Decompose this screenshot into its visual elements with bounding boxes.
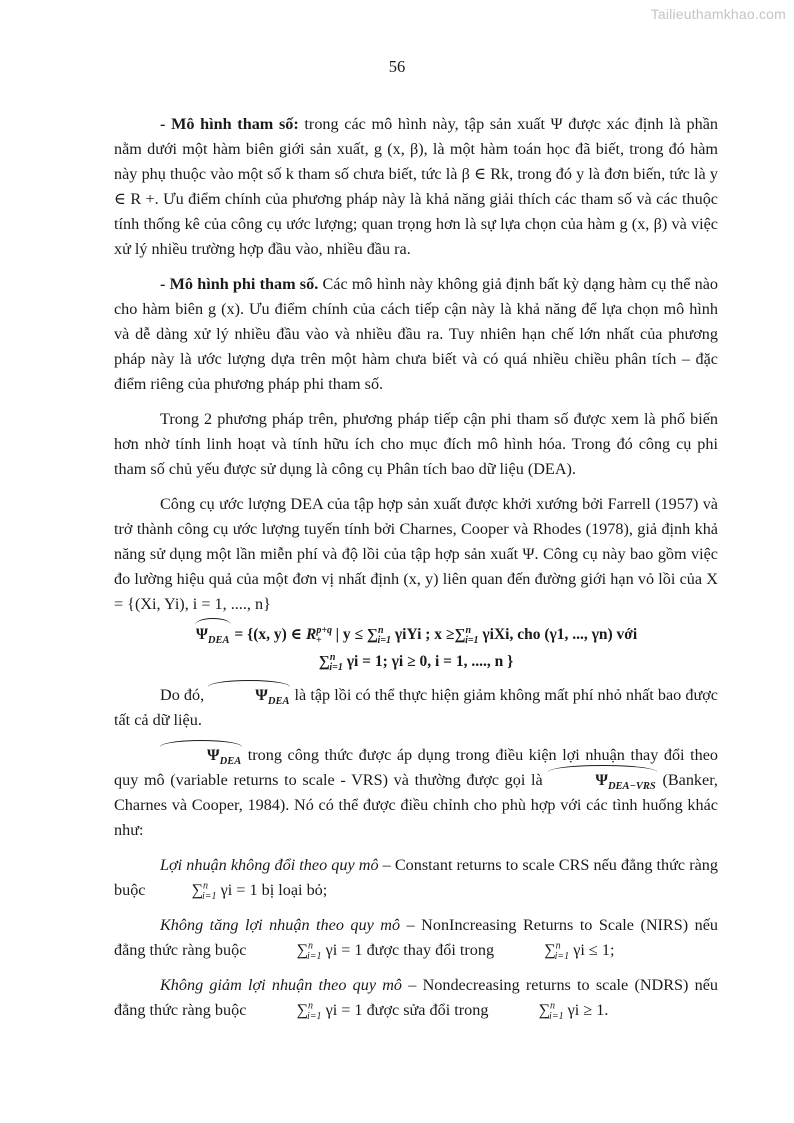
- document-body: [114, 112, 718, 1033]
- psi-dea-symbol: $\Psi_{DEA}$: [160, 743, 242, 768]
- paragraph-ndrs: Không giảm lợi nhuận theo quy mô – Nondecreasing returns to scale (NDRS) nếu đẳng thức ràng buộc ∑$^n_{i=1}$ γi = 1 được sửa đổi trong ∑$^n_{i=1}$ γi ≥ 1.: [114, 976, 719, 1023]
- psi-dea-symbol: $\Psi_{DEA}$: [208, 683, 290, 708]
- paragraph-convex-set: Do đó, $\Psi_{DEA}$ là tập lồi có thể thực hiện giảm không mất phí nhỏ nhất bao được tất cả dữ liệu.: [114, 683, 718, 733]
- parametric-model-label: - Mô hình tham số:: [160, 115, 299, 133]
- dea-formula: $\Psi_{DEA} = \{(x$, y) ∈ $R^{p+q}_+$ | y ≤ ∑$^n_{i=1}$ γiYi ; x ≥∑$^n_{i=1}$ γiXi, cho (γ1, ..., γn) với ∑$^n_{i=1}$ γi = 1; γi ≥ 0, i = 1, ...., n }: [114, 621, 718, 675]
- paragraph-comparison: Trong 2 phương pháp trên, phương pháp tiếp cận phi tham số được xem là phổ biến hơn nhờ tính linh hoạt và tính hữu ích cho mục đích mô hình hóa. Trong đó công cụ phi tham số chủ yếu được sử dụng là công cụ Phân tích bao dữ liệu (DEA).: [114, 410, 718, 478]
- paragraph-vrs: $\Psi_{DEA}$ trong công thức được áp dụng trong điều kiện lợi nhuận thay đổi theo quy mô (variable returns to scale - VRS) và thường được gọi là $\Psi_{DEA-VRS}$ (Banker, Charnes và Cooper, 1984). Nó có thể được điều chỉnh cho phù hợp với các tình huống khác như:: [114, 743, 718, 843]
- paragraph-crs: Lợi nhuận không đổi theo quy mô – Constant returns to scale CRS nếu đẳng thức ràng buộc ∑$^n_{i=1}$ γi = 1 bị loại bỏ;: [114, 856, 718, 903]
- nonparametric-model-text: Các mô hình này không giả định bất kỳ dạng hàm cụ thể nào cho hàm biên g (x). Ưu điểm chính của cách tiếp cận này là khả năng để lựa chọn mô hình và dễ dàng xử lý nhiều đầu vào và nhiều đầu ra. Tuy nhiên hạn chế lớn nhất của phương pháp này là ước lượng dựa trên một hàm chưa biết và có quá nhiều chiều phân tích – đặc điểm riêng của phương pháp phi tham số.: [114, 275, 718, 393]
- parametric-model-text: trong các mô hình này, tập sản xuất Ψ được xác định là phần nằm dưới một hàm biên giới sản xuất, g (x, β), là một hàm toán học đã biết, trong đó hàm này phụ thuộc vào một số k tham số chưa biết, tức là β ∈ Rk, trong đó y là đơn biến, tức là y ∈ R +. Ưu điểm chính của phương pháp này là khả năng giải thích các tham số và các thuộc tính thống kê của công cụ ước lượng; quan trọng hơn là sự lựa chọn của hàm g (x, β) và việc xử lý nhiều trường hợp đầu vào, nhiều đầu ra.: [114, 115, 718, 258]
- psi-dea-vrs-symbol: $\Psi_{DEA-VRS}$: [548, 768, 656, 793]
- nonparametric-model-label: - Mô hình phi tham số.: [160, 275, 319, 293]
- paragraph-dea-estimator: Công cụ ước lượng DEA của tập hợp sản xuất được khởi xướng bởi Farrell (1957) và trở thành công cụ ước lượng tuyến tính bởi Charnes, Cooper và Rhodes (1978), giả định khả năng sử dụng một lần miễn phí và độ lồi của tập hợp sản xuất Ψ. Công cụ này bao gồm việc đo lường hiệu quả của một đơn vị nhất định (x, y) liên quan đến đường giới hạn vỏ lồi của X = {(Xi, Yi), i = 1, ...., n}: [114, 495, 718, 613]
- paragraph-parametric-model: [114, 112, 718, 262]
- paragraph-nirs: Không tăng lợi nhuận theo quy mô – NonIncreasing Returns to Scale (NIRS) nếu đẳng thức ràng buộc ∑$^n_{i=1}$ γi = 1 được thay đổi trong ∑$^n_{i=1}$ γi ≤ 1;: [114, 916, 718, 963]
- psi-dea-symbol: $\Psi_{DEA}$: [195, 621, 231, 648]
- watermark: Tailieuthamkhao.com: [650, 6, 786, 22]
- paragraph-nonparametric-model: [114, 272, 718, 397]
- page-number: 56: [388, 57, 406, 76]
